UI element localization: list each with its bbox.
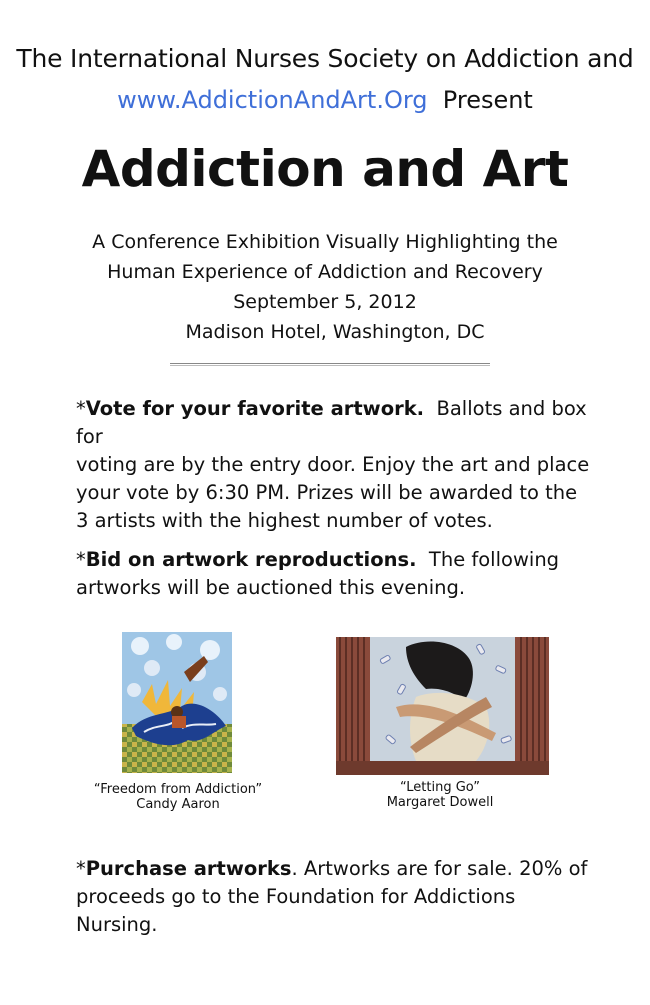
purchase-section — [76, 855, 616, 939]
artwork-1-artist: Candy Aaron — [136, 797, 220, 812]
header-present: Present — [442, 86, 533, 114]
vote-heading: Vote for your favorite artwork. — [85, 397, 425, 420]
vote-line-2: voting are by the entry door. Enjoy the art and place — [76, 453, 590, 476]
vote-prefix: * — [76, 397, 86, 420]
bid-line-2: artworks will be auctioned this evening. — [76, 576, 466, 599]
website-link[interactable]: www.AddictionAndArt.Org — [117, 86, 428, 114]
page-title: Addiction and Art — [81, 140, 569, 198]
vote-line-4: 3 artists with the highest number of votes. — [76, 509, 493, 532]
purchase-prefix: * — [76, 857, 86, 880]
bid-heading: Bid on artwork reproductions. — [85, 548, 417, 571]
artwork-2-artist: Margaret Dowell — [386, 795, 494, 810]
vote-line-3: your vote by 6:30 PM. Prizes will be awarded to the — [76, 481, 578, 504]
purchase-heading: Purchase artworks — [85, 857, 292, 880]
divider — [170, 363, 490, 366]
vote-section — [76, 395, 616, 535]
artwork-2-caption — [360, 780, 520, 810]
artwork-1-title: “Freedom from Addiction” — [93, 782, 263, 797]
header-line-1: The International Nurses Society on Addiction and — [16, 44, 634, 73]
header-line-2 — [0, 86, 650, 114]
vote-line-1: Ballots and box for — [76, 397, 587, 448]
event-date: September 5, 2012 — [233, 291, 417, 313]
purchase-line-3: Nursing. — [76, 913, 158, 936]
bid-line-1: The following — [428, 548, 560, 571]
bid-section — [76, 546, 616, 602]
artwork-freedom-from-addiction — [122, 632, 232, 773]
artwork-1-caption — [80, 782, 276, 812]
artwork-letting-go — [336, 637, 549, 775]
purchase-line-1: . Artworks are for sale. 20% of — [291, 857, 588, 880]
subtitle-line-1: A Conference Exhibition Visually Highlighting the — [92, 231, 558, 253]
subtitle-line-2: Human Experience of Addiction and Recovery — [107, 261, 543, 283]
artwork-2-title: “Letting Go” — [399, 780, 481, 795]
bid-prefix: * — [76, 548, 86, 571]
purchase-line-2: proceeds go to the Foundation for Addictions — [76, 885, 516, 908]
event-venue: Madison Hotel, Washington, DC — [185, 321, 485, 343]
